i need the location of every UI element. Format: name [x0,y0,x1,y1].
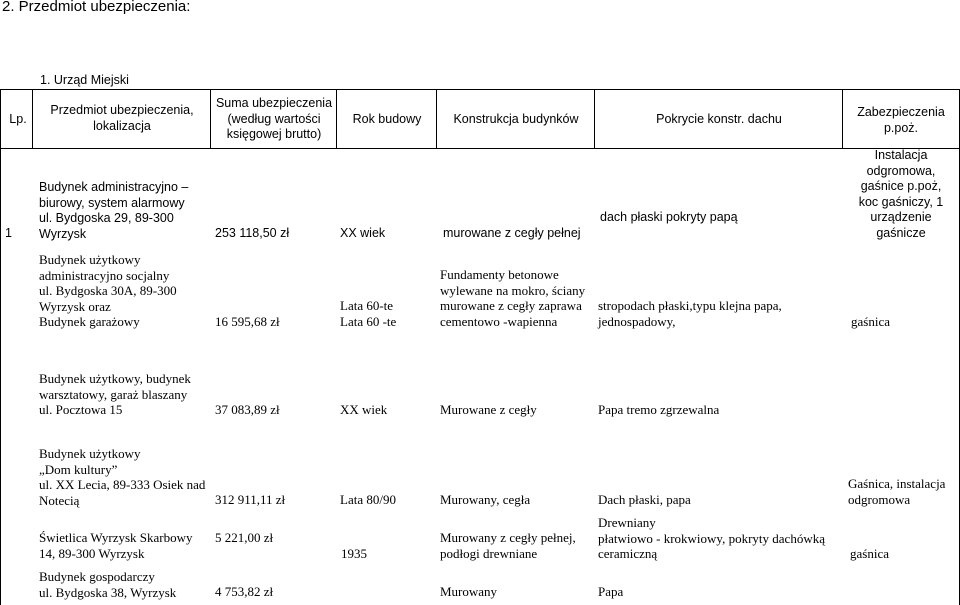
row-fire-protection: gaśnica [850,546,889,561]
row-sum: 16 595,68 zł [215,314,280,329]
row-fire-protection: gaśnica [851,314,890,329]
subsection-heading: 1. Urząd Miejski [40,73,129,87]
row-year: XX wiek [340,226,386,240]
header-divider [842,89,843,149]
row-fire-protection: Gaśnica, instalacja odgromowa [848,476,946,507]
row-construction: Murowany z cegły pełnej, podłogi drewniane [440,530,576,561]
column-header-lp: Lp. [9,112,27,126]
column-header-roof: Pokrycie konstr. dachu [656,112,782,126]
row-sum: 4 753,82 zł [215,584,274,599]
row-subject: Świetlica Wyrzysk Skarbowy 14, 89-300 Wyrzysk [39,530,193,561]
table-top-border [0,89,960,90]
row-year: XX wiek [340,402,388,417]
row-construction: Murowany, cegła [440,492,531,507]
header-divider [32,89,33,149]
row-fire-protection: Instalacja odgromowa, gaśnice p.poż, koc gaśniczy, 1 urządzenie gaśnicze [858,148,944,240]
row-number: 1 [5,226,12,240]
column-header-construction: Konstrukcja budynków [453,112,579,126]
row-subject: Budynek użytkowy administracyjno socjalny ul. Bydgoska 30A, 89-300 Wyrzysk oraz Budynek garażowy [39,252,177,329]
row-sum: 37 083,89 zł [215,402,280,417]
header-divider [594,89,595,149]
row-roof: Dach płaski, papa [598,492,691,507]
row-year: 1935 [341,546,367,561]
section-heading: 2. Przedmiot ubezpieczenia: [2,0,191,15]
row-roof: stropodach płaski,typu klejna papa, jednospadowy, [598,298,782,329]
table-left-border [0,89,1,605]
row-construction: Fundamenty betonowe wylewane na mokro, ściany murowane z cegły zaprawa cementowo -wapienna [440,267,586,329]
header-bottom-border [0,148,960,149]
row-sum: 5 221,00 zł [215,530,274,545]
row-roof: Papa tremo zgrzewalna [598,402,720,417]
row-roof: Papa [598,584,624,599]
column-header-sum: Suma ubezpieczenia (według wartości księgowej brutto) [215,96,333,141]
row-year: Lata 80/90 [340,492,396,507]
row-sum: 312 911,11 zł [215,492,286,507]
row-sum: 253 118,50 zł [215,226,290,240]
header-divider [210,89,211,149]
header-divider [336,89,337,149]
row-subject: Budynek administracyjno – biurowy, system alarmowy ul. Bydgoska 29, 89-300 Wyrzysk [39,180,189,241]
row-subject: Budynek użytkowy, budynek warsztatowy, garaż blaszany ul. Pocztowa 15 [39,371,191,417]
column-header-fire: Zabezpieczenia p.poż. [857,105,945,135]
row-construction: Murowane z cegły [440,402,537,417]
row-roof: Drewniany płatwiowo - krokwiowy, pokryty dachówką ceramiczną [598,515,825,561]
column-header-year: Rok budowy [352,112,422,126]
header-divider [436,89,437,149]
row-roof: dach płaski pokryty papą [600,210,738,224]
column-header-subject: Przedmiot ubezpieczenia, lokalizacja [50,103,194,133]
row-subject: Budynek użytkowy „Dom kultury” ul. XX Lecia, 89-333 Osiek nad Notecią [39,446,206,508]
row-construction: murowane z cegły pełnej [443,226,581,240]
row-subject: Budynek gospodarczy ul. Bydgoska 38, Wyrzysk [39,569,177,600]
row-construction: Murowany [440,584,498,599]
row-year: Lata 60-te Lata 60 -te [340,298,397,329]
